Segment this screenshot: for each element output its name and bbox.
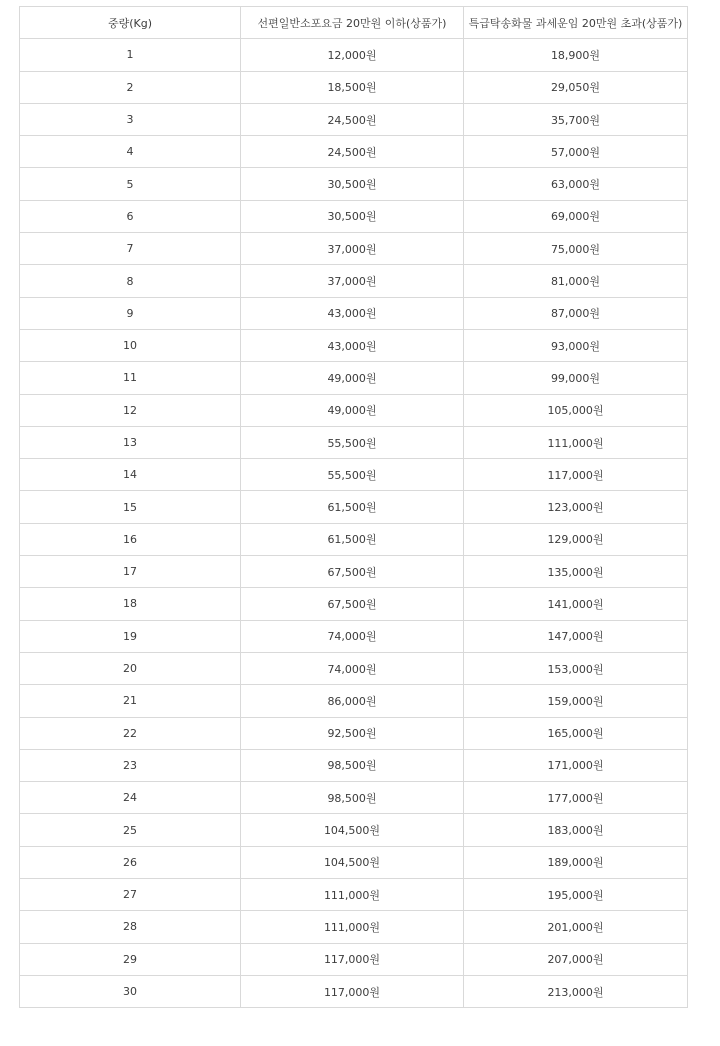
weight-cell: 6 bbox=[20, 200, 241, 232]
weight-cell: 13 bbox=[20, 426, 241, 458]
header-weight: 중량(Kg) bbox=[20, 7, 241, 39]
table-row bbox=[20, 749, 688, 781]
surface-parcel-rate-cell: 74,000원 bbox=[241, 620, 464, 652]
table-row bbox=[20, 103, 688, 135]
surface-parcel-rate-cell: 111,000원 bbox=[241, 879, 464, 911]
express-freight-rate-cell: 99,000원 bbox=[464, 362, 688, 394]
table-row bbox=[20, 394, 688, 426]
express-freight-rate-cell: 81,000원 bbox=[464, 265, 688, 297]
surface-parcel-rate-cell: 18,500원 bbox=[241, 71, 464, 103]
table-header bbox=[20, 7, 688, 39]
weight-cell: 19 bbox=[20, 620, 241, 652]
express-freight-rate-cell: 63,000원 bbox=[464, 168, 688, 200]
table-row bbox=[20, 39, 688, 71]
surface-parcel-rate-cell: 61,500원 bbox=[241, 491, 464, 523]
express-freight-rate-cell: 153,000원 bbox=[464, 652, 688, 684]
weight-cell: 29 bbox=[20, 943, 241, 975]
express-freight-rate-cell: 135,000원 bbox=[464, 556, 688, 588]
express-freight-rate-cell: 35,700원 bbox=[464, 103, 688, 135]
weight-cell: 4 bbox=[20, 136, 241, 168]
table-row bbox=[20, 717, 688, 749]
table-row bbox=[20, 620, 688, 652]
table-row bbox=[20, 685, 688, 717]
express-freight-rate-cell: 207,000원 bbox=[464, 943, 688, 975]
express-freight-rate-cell: 93,000원 bbox=[464, 329, 688, 361]
express-freight-rate-cell: 29,050원 bbox=[464, 71, 688, 103]
weight-cell: 26 bbox=[20, 846, 241, 878]
surface-parcel-rate-cell: 74,000원 bbox=[241, 652, 464, 684]
express-freight-rate-cell: 201,000원 bbox=[464, 911, 688, 943]
express-freight-rate-cell: 57,000원 bbox=[464, 136, 688, 168]
express-freight-rate-cell: 141,000원 bbox=[464, 588, 688, 620]
express-freight-rate-cell: 165,000원 bbox=[464, 717, 688, 749]
surface-parcel-rate-cell: 117,000원 bbox=[241, 943, 464, 975]
weight-cell: 27 bbox=[20, 879, 241, 911]
header-row bbox=[20, 7, 688, 39]
surface-parcel-rate-cell: 98,500원 bbox=[241, 782, 464, 814]
surface-parcel-rate-cell: 117,000원 bbox=[241, 975, 464, 1007]
weight-cell: 17 bbox=[20, 556, 241, 588]
weight-cell: 1 bbox=[20, 39, 241, 71]
express-freight-rate-cell: 123,000원 bbox=[464, 491, 688, 523]
table-row bbox=[20, 943, 688, 975]
surface-parcel-rate-cell: 55,500원 bbox=[241, 459, 464, 491]
surface-parcel-rate-cell: 12,000원 bbox=[241, 39, 464, 71]
weight-cell: 15 bbox=[20, 491, 241, 523]
weight-cell: 16 bbox=[20, 523, 241, 555]
table-row bbox=[20, 491, 688, 523]
surface-parcel-rate-cell: 67,500원 bbox=[241, 556, 464, 588]
express-freight-rate-cell: 69,000원 bbox=[464, 200, 688, 232]
weight-cell: 20 bbox=[20, 652, 241, 684]
weight-cell: 10 bbox=[20, 329, 241, 361]
weight-cell: 8 bbox=[20, 265, 241, 297]
express-freight-rate-cell: 105,000원 bbox=[464, 394, 688, 426]
table-row bbox=[20, 136, 688, 168]
weight-cell: 24 bbox=[20, 782, 241, 814]
weight-cell: 21 bbox=[20, 685, 241, 717]
table-row bbox=[20, 168, 688, 200]
surface-parcel-rate-cell: 49,000원 bbox=[241, 394, 464, 426]
weight-cell: 2 bbox=[20, 71, 241, 103]
table-row bbox=[20, 814, 688, 846]
weight-cell: 14 bbox=[20, 459, 241, 491]
table-row bbox=[20, 233, 688, 265]
express-freight-rate-cell: 111,000원 bbox=[464, 426, 688, 458]
table-row bbox=[20, 71, 688, 103]
weight-cell: 18 bbox=[20, 588, 241, 620]
weight-cell: 25 bbox=[20, 814, 241, 846]
table-row bbox=[20, 588, 688, 620]
surface-parcel-rate-cell: 104,500원 bbox=[241, 814, 464, 846]
table-row bbox=[20, 652, 688, 684]
table-row bbox=[20, 556, 688, 588]
shipping-rate-table bbox=[19, 6, 688, 1008]
surface-parcel-rate-cell: 92,500원 bbox=[241, 717, 464, 749]
table-row bbox=[20, 426, 688, 458]
weight-cell: 9 bbox=[20, 297, 241, 329]
table-row bbox=[20, 911, 688, 943]
table-row bbox=[20, 362, 688, 394]
weight-cell: 3 bbox=[20, 103, 241, 135]
express-freight-rate-cell: 117,000원 bbox=[464, 459, 688, 491]
surface-parcel-rate-cell: 30,500원 bbox=[241, 200, 464, 232]
table-row bbox=[20, 200, 688, 232]
header-express-freight-rate: 특급탁송화물 과세운임 20만원 초과(상품가) bbox=[464, 7, 688, 39]
express-freight-rate-cell: 189,000원 bbox=[464, 846, 688, 878]
surface-parcel-rate-cell: 55,500원 bbox=[241, 426, 464, 458]
table-row bbox=[20, 846, 688, 878]
header-surface-parcel-rate: 선편일반소포요금 20만원 이하(상품가) bbox=[241, 7, 464, 39]
surface-parcel-rate-cell: 86,000원 bbox=[241, 685, 464, 717]
weight-cell: 22 bbox=[20, 717, 241, 749]
table-row bbox=[20, 329, 688, 361]
table-row bbox=[20, 297, 688, 329]
surface-parcel-rate-cell: 24,500원 bbox=[241, 103, 464, 135]
table-row bbox=[20, 782, 688, 814]
surface-parcel-rate-cell: 43,000원 bbox=[241, 297, 464, 329]
surface-parcel-rate-cell: 24,500원 bbox=[241, 136, 464, 168]
table-row bbox=[20, 879, 688, 911]
weight-cell: 5 bbox=[20, 168, 241, 200]
table-row bbox=[20, 523, 688, 555]
express-freight-rate-cell: 195,000원 bbox=[464, 879, 688, 911]
surface-parcel-rate-cell: 98,500원 bbox=[241, 749, 464, 781]
express-freight-rate-cell: 129,000원 bbox=[464, 523, 688, 555]
surface-parcel-rate-cell: 43,000원 bbox=[241, 329, 464, 361]
express-freight-rate-cell: 75,000원 bbox=[464, 233, 688, 265]
weight-cell: 7 bbox=[20, 233, 241, 265]
weight-cell: 23 bbox=[20, 749, 241, 781]
rate-table-container bbox=[19, 6, 687, 1008]
table-row bbox=[20, 975, 688, 1007]
weight-cell: 28 bbox=[20, 911, 241, 943]
express-freight-rate-cell: 183,000원 bbox=[464, 814, 688, 846]
express-freight-rate-cell: 147,000원 bbox=[464, 620, 688, 652]
surface-parcel-rate-cell: 61,500원 bbox=[241, 523, 464, 555]
surface-parcel-rate-cell: 49,000원 bbox=[241, 362, 464, 394]
express-freight-rate-cell: 18,900원 bbox=[464, 39, 688, 71]
surface-parcel-rate-cell: 37,000원 bbox=[241, 233, 464, 265]
surface-parcel-rate-cell: 30,500원 bbox=[241, 168, 464, 200]
weight-cell: 30 bbox=[20, 975, 241, 1007]
express-freight-rate-cell: 213,000원 bbox=[464, 975, 688, 1007]
express-freight-rate-cell: 159,000원 bbox=[464, 685, 688, 717]
express-freight-rate-cell: 171,000원 bbox=[464, 749, 688, 781]
express-freight-rate-cell: 177,000원 bbox=[464, 782, 688, 814]
surface-parcel-rate-cell: 104,500원 bbox=[241, 846, 464, 878]
weight-cell: 12 bbox=[20, 394, 241, 426]
weight-cell: 11 bbox=[20, 362, 241, 394]
surface-parcel-rate-cell: 37,000원 bbox=[241, 265, 464, 297]
surface-parcel-rate-cell: 111,000원 bbox=[241, 911, 464, 943]
table-body bbox=[20, 39, 688, 1008]
surface-parcel-rate-cell: 67,500원 bbox=[241, 588, 464, 620]
table-row bbox=[20, 265, 688, 297]
table-row bbox=[20, 459, 688, 491]
express-freight-rate-cell: 87,000원 bbox=[464, 297, 688, 329]
